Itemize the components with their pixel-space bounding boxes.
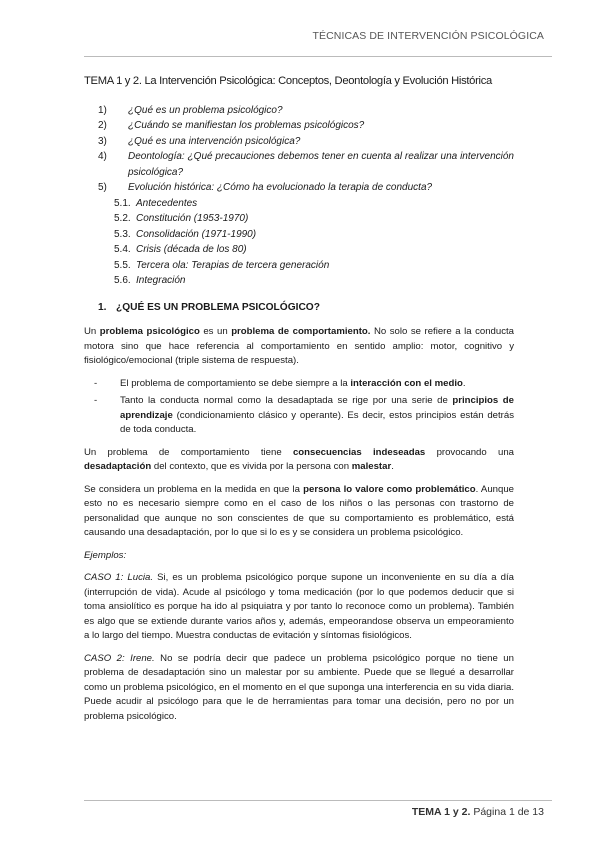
examples-label: Ejemplos:: [84, 549, 127, 561]
emphasis-text: malestar: [351, 461, 392, 472]
text-run: (condicionamiento clásico y operante). Es decir, estos principios están detrás de toda conducta.: [120, 409, 514, 435]
toc-subitem-text: Tercera ola: Terapias de tercera generación: [136, 259, 330, 271]
paragraph-definition: [84, 325, 514, 369]
text-run: Un problema de comportamiento tiene: [84, 446, 293, 458]
toc-subitem-text: Consolidación (1971-1990): [136, 228, 257, 240]
toc-item-text: Evolución histórica: ¿Cómo ha evolucionado la terapia de conducta?: [128, 182, 433, 193]
text-run: Un: [84, 326, 100, 337]
text-run: Tanto la conducta normal como la desadaptada se rige por una serie de: [120, 395, 453, 406]
toc-subitem-number: 5.2.: [114, 213, 131, 224]
toc-item: [84, 103, 514, 119]
toc-item: [84, 180, 514, 196]
emphasis-text: principios de aprendizaje: [120, 395, 514, 421]
toc-subitem-text: Constitución (1953-1970): [136, 213, 249, 224]
toc-item-number: 4): [98, 151, 107, 162]
toc-item-number: 5): [98, 182, 107, 193]
text-run: del contexto, que es vivida por la persona con: [151, 461, 352, 472]
toc-item-text: ¿Qué es una intervención psicológica?: [128, 135, 301, 147]
footer-page-text: Página 1 de 13: [473, 806, 544, 818]
bullet-text: [120, 377, 514, 392]
emphasis-text: consecuencias indeseadas: [292, 446, 426, 458]
toc-subitem: [84, 242, 514, 258]
emphasis-text: problema psicológico: [99, 326, 200, 337]
case-label: CASO 1: Lucia.: [84, 572, 154, 583]
bullet-item: [84, 377, 514, 392]
toc-item-number: 2): [98, 120, 107, 131]
footer-label: TEMA 1 y 2.: [411, 806, 471, 818]
table-of-contents: [84, 103, 514, 289]
toc-subitem: [84, 196, 514, 212]
emphasis-text: persona lo valore como problemático: [303, 483, 476, 495]
section-title: ¿QUÉ ES UN PROBLEMA PSICOLÓGICO?: [116, 301, 320, 313]
toc-subitem-text: Crisis (década de los 80): [136, 244, 247, 255]
dash-marker: -: [94, 377, 98, 389]
footer-divider: [84, 800, 552, 801]
bullet-text: [120, 394, 514, 438]
case-label: CASO 2: Irene.: [84, 652, 155, 664]
section-number: 1.: [98, 301, 107, 313]
text-run: es un: [199, 326, 232, 337]
toc-item-text: ¿Cuándo se manifiestan los problemas psicológicos?: [128, 120, 365, 131]
toc-item: [84, 149, 514, 180]
text-run: provocando una: [425, 446, 514, 458]
toc-item: [84, 118, 514, 134]
bullet-list: [84, 377, 514, 438]
bullet-item: [84, 394, 514, 438]
toc-subitem: [84, 227, 514, 243]
page-header: [84, 20, 552, 44]
toc-subitem-number: 5.5.: [114, 259, 131, 271]
toc-subitem: [84, 273, 514, 289]
case-1-paragraph: [84, 571, 514, 644]
toc-subitem: [84, 258, 514, 274]
toc-subitem-number: 5.4.: [114, 244, 131, 255]
text-run: No solo se refiere a la conducta motora sino que hace referencia al comportamiento en sentido amplio: motor, cognitivo y fisiológico/emocional (triple sistema de respuesta).: [84, 326, 515, 366]
text-run: El problema de comportamiento se debe siempre a la: [120, 377, 351, 389]
header-title: TÉCNICAS DE INTERVENCIÓN PSICOLÓGICA: [312, 30, 544, 42]
toc-subitem-number: 5.3.: [114, 228, 131, 240]
case-2-paragraph: [84, 652, 514, 725]
toc-item-text: Deontología: ¿Qué precauciones debemos tener en cuenta al realizar una intervención psicológica?: [128, 151, 514, 178]
toc-subitem-text: Integración: [136, 275, 186, 286]
emphasis-text: interacción con el medio: [350, 377, 463, 389]
text-run: Se considera un problema en la medida en que la: [84, 483, 304, 495]
paragraph-consequences: [84, 446, 514, 475]
text-run: Si, es un problema psicológico porque supone un inconveniente en su día a día (interrupción de vida). Acude al psicólogo y toma medicación (por lo que podemos deducir que si toma ansiolítico es porque ha ido al psiquiatra y por tanto lo reconoce como un problema). También es algo que se extiende durante varios años y, además, empeorandose observa un empeoramiento a lo largo del tiempo. Muestra conductas de evitación y síntomas fisiológicos.: [84, 572, 515, 641]
section-heading: [98, 301, 514, 316]
text-run: .: [391, 461, 394, 472]
toc-subitem-number: 5.1.: [114, 197, 131, 209]
toc-item: [84, 134, 514, 150]
toc-subitem-number: 5.6.: [114, 275, 131, 286]
page-number: [412, 806, 544, 818]
text-run: No se podría decir que padece un problema psicológico porque no tiene un problema de desadaptación sino un malestar por su ambiente. Puede que se llegué a desarrollar como un problema psicológico, en el momento en el que suponga una interferencia en su vida diaria. Puede acudir al psicólogo para que le de herramientas para tomar una decisión, pero no por un problema psicológico.: [84, 652, 514, 722]
toc-item-number: 1): [98, 104, 107, 116]
emphasis-text: problema de comportamiento.: [231, 326, 371, 337]
text-run: .: [462, 377, 466, 389]
page-content: [84, 74, 514, 732]
page-footer: [84, 800, 552, 818]
paragraph-valuation: [84, 483, 514, 541]
toc-subitem: [84, 211, 514, 227]
header-divider: [84, 56, 552, 57]
dash-marker: -: [94, 395, 98, 406]
toc-subitem-text: Antecedentes: [136, 197, 198, 209]
emphasis-text: desadaptación: [84, 461, 152, 472]
text-run: . Aunque esto no es necesario siempre como en el caso de los niños o las personas con trastorno de personalidad que aunque no son conscientes de que su comportamiento es problemático, está causando una desadaptación, por lo que si lo es y se considera un problema psicológico.: [84, 483, 514, 538]
toc-item-number: 3): [98, 135, 107, 147]
document-title: TEMA 1 y 2. La Intervención Psicológica: Conceptos, Deontología y Evolución Histórica: [84, 75, 492, 87]
toc-item-text: ¿Qué es un problema psicológico?: [128, 104, 283, 116]
